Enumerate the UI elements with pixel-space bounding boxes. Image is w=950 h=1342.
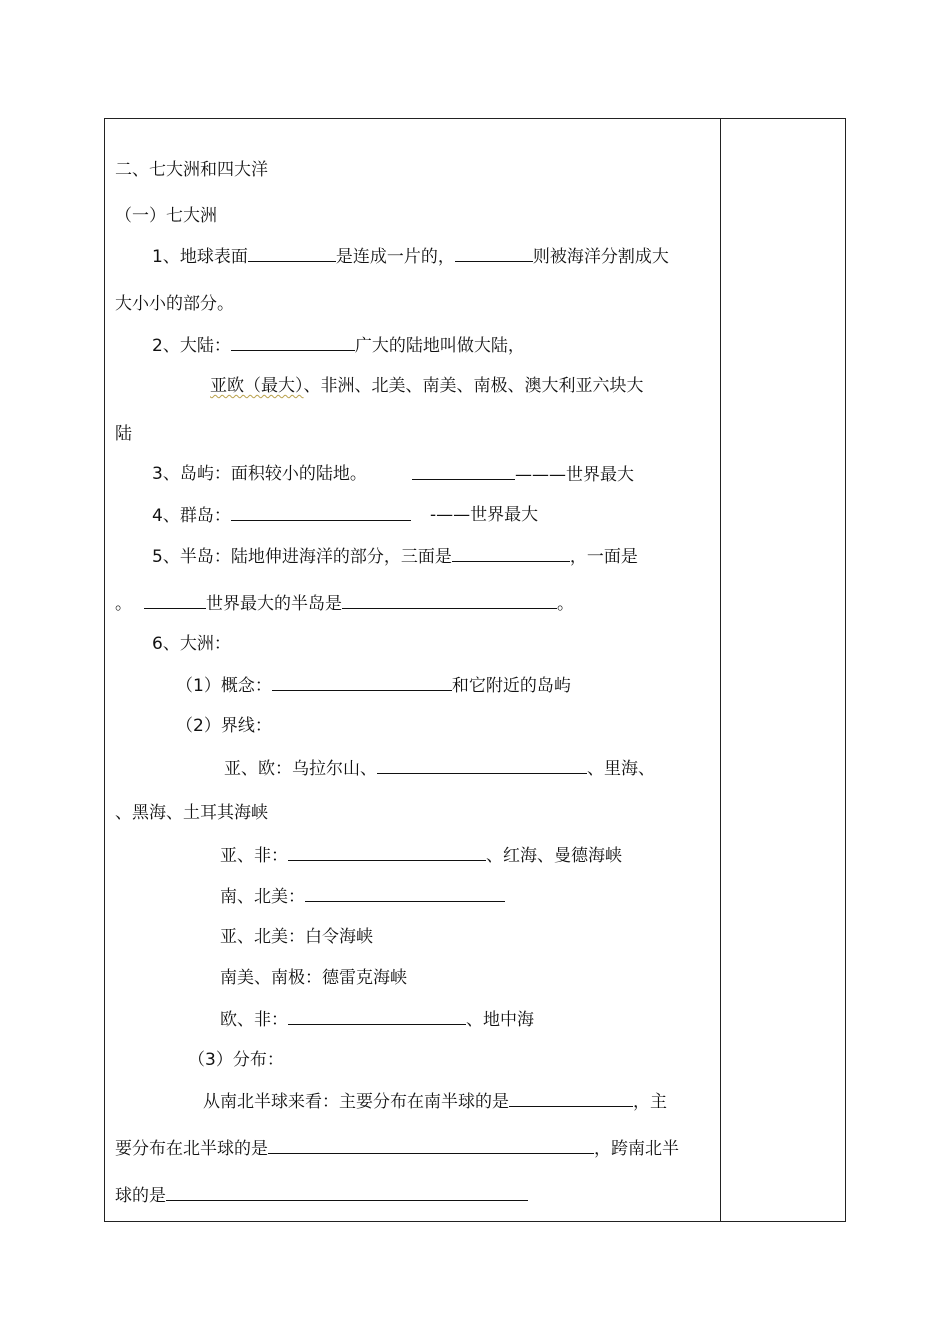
table-column-divider [720, 118, 721, 1222]
item-1-continuation: 大小小的部分。 [115, 294, 234, 314]
europe-africa-boundary: 欧、非： 、地中海 [220, 1007, 534, 1032]
distribution-line-3: 球的是 [115, 1183, 528, 1208]
item-2-line: 2、大陆： 广大的陆地叫做大陆， [152, 333, 525, 358]
asia-north-america-boundary: 亚、北美：白令海峡 [220, 927, 373, 947]
item-4-line: 4、群岛： [152, 503, 411, 528]
asia-europe-boundary: 亚、欧：乌拉尔山、 、里海、 [224, 756, 655, 781]
fill-in-blank[interactable] [166, 1183, 528, 1201]
fill-in-blank[interactable] [452, 544, 570, 562]
subsection-title: （一）七大洲 [115, 206, 217, 226]
item-1-line: 1、地球表面 是连成一片的， 则被海洋分割成大 [152, 244, 669, 269]
asia-europe-continuation: 、黑海、土耳其海峡 [115, 803, 268, 823]
fill-in-blank[interactable] [509, 1089, 633, 1107]
fill-in-blank[interactable] [455, 244, 533, 262]
fill-in-blank[interactable] [288, 843, 486, 861]
boundary-heading: （2）界线： [176, 716, 272, 736]
item-4-suffix: -——世界最大 [430, 505, 539, 525]
asia-africa-boundary: 亚、非： 、红海、曼德海峡 [220, 843, 622, 868]
concept-line: （1）概念： 和它附近的岛屿 [176, 673, 571, 698]
distribution-heading: （3）分布： [188, 1050, 284, 1070]
distribution-line-1: 从南北半球来看：主要分布在南半球的是 ，主 [203, 1089, 667, 1114]
item-2-continent-list: 亚欧（最大）、非洲、北美、南美、南极、澳大利亚六块大 [210, 376, 644, 396]
south-america-antarctica-boundary: 南美、南极：德雷克海峡 [220, 968, 407, 988]
south-north-america-boundary: 南、北美： [220, 884, 505, 909]
item-6-heading: 6、大洲： [152, 634, 231, 654]
item-5-continuation: 。 世界最大的半岛是 。 [115, 591, 574, 616]
fill-in-blank[interactable] [231, 333, 355, 351]
item-2-continuation: 陆 [115, 424, 132, 444]
fill-in-blank[interactable] [342, 591, 557, 609]
item-3-answer: ———世界最大 [412, 462, 634, 487]
fill-in-blank[interactable] [412, 462, 515, 480]
fill-in-blank[interactable] [144, 591, 206, 609]
fill-in-blank[interactable] [288, 1007, 466, 1025]
item-3-line: 3、岛屿：面积较小的陆地。 [152, 464, 367, 484]
section-title: 二、七大洲和四大洋 [115, 160, 268, 180]
fill-in-blank[interactable] [305, 884, 505, 902]
distribution-line-2: 要分布在北半球的是 ，跨南北半 [115, 1136, 679, 1161]
item-5-line: 5、半岛：陆地伸进海洋的部分，三面是 ，一面是 [152, 544, 638, 569]
fill-in-blank[interactable] [268, 1136, 594, 1154]
fill-in-blank[interactable] [248, 244, 336, 262]
fill-in-blank[interactable] [231, 503, 411, 521]
fill-in-blank[interactable] [377, 756, 587, 774]
fill-in-blank[interactable] [272, 673, 452, 691]
